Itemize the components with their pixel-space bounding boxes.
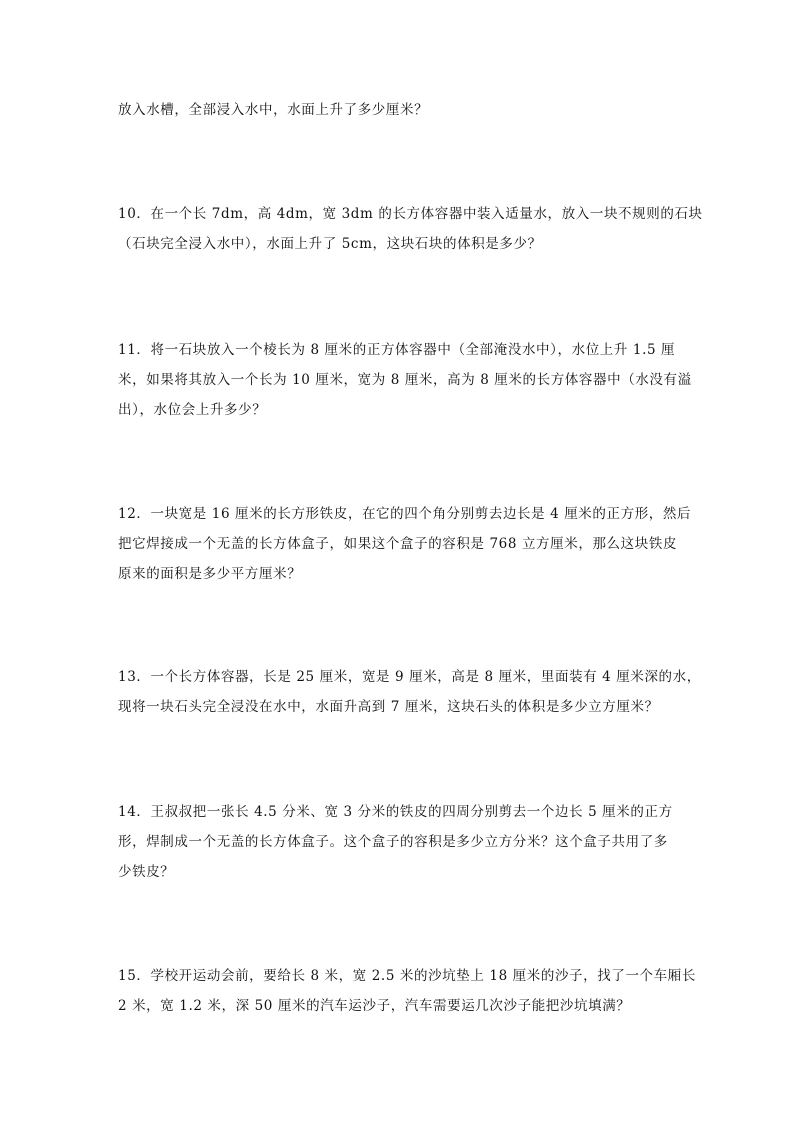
- problem-text-line: 形，焊制成一个无盖的长方体盒子。这个盒子的容积是多少立方分米？这个盒子共用了多: [118, 834, 668, 850]
- problem-text-line: （石块完全浸入水中），水面上升了 5cm，这块石块的体积是多少？: [118, 236, 542, 252]
- problem-14: [118, 797, 678, 887]
- problem-11: [118, 335, 692, 425]
- problem-text-line: 把它焊接成一个无盖的长方体盒子，如果这个盒子的容积是 768 立方厘米，那么这块铁皮: [118, 536, 678, 552]
- problem-text-line: 原来的面积是多少平方厘米？: [118, 566, 302, 582]
- problem-text-line: 现将一块石头完全浸没在水中，水面升高到 7 厘米，这块石头的体积是多少立方厘米？: [118, 699, 659, 715]
- problem-text-line: 10．在一个长 7dm，高 4dm，宽 3dm 的长方体容器中装入适量水，放入一块不规则的石块: [118, 206, 703, 222]
- problem-text-line: 米，如果将其放入一个长为 10 厘米，宽为 8 厘米，高为 8 厘米的长方体容器中（水没有溢: [118, 372, 692, 388]
- problem-text-line: 放入水槽，全部浸入水中，水面上升了多少厘米？: [118, 102, 429, 118]
- problem-text-line: 15．学校开运动会前，要给长 8 米，宽 2.5 米的沙坑垫上 18 厘米的沙子，找了一个车厢长: [118, 968, 696, 984]
- problem-text-line: 13．一个长方体容器，长是 25 厘米，宽是 9 厘米，高是 8 厘米，里面装有 4 厘米深的水，: [118, 669, 701, 685]
- problem-text-line: 14．王叔叔把一张长 4.5 分米、宽 3 分米的铁皮的四周分别剪去一个边长 5 厘米的正方: [118, 804, 673, 820]
- problem-text-line: 出），水位会上升多少？: [118, 402, 267, 418]
- problem-text-line: 2 米，宽 1.2 米，深 50 厘米的汽车运沙子，汽车需要运几次沙子能把沙坑填满？: [118, 998, 631, 1014]
- problem-13: [118, 662, 701, 722]
- problem-15: [118, 961, 696, 1021]
- problem-text-line: 11．将一石块放入一个棱长为 8 厘米的正方体容器中（全部淹没水中），水位上升 1.5 厘: [118, 342, 676, 358]
- problem-text-line: 12．一块宽是 16 厘米的长方形铁皮，在它的四个角分别剪去边长是 4 厘米的正方形，然后: [118, 506, 692, 522]
- problem-12: [118, 499, 692, 589]
- problem-10: [118, 199, 703, 259]
- problem-9-continuation: [118, 95, 678, 125]
- problem-text-line: 少铁皮？: [118, 864, 175, 880]
